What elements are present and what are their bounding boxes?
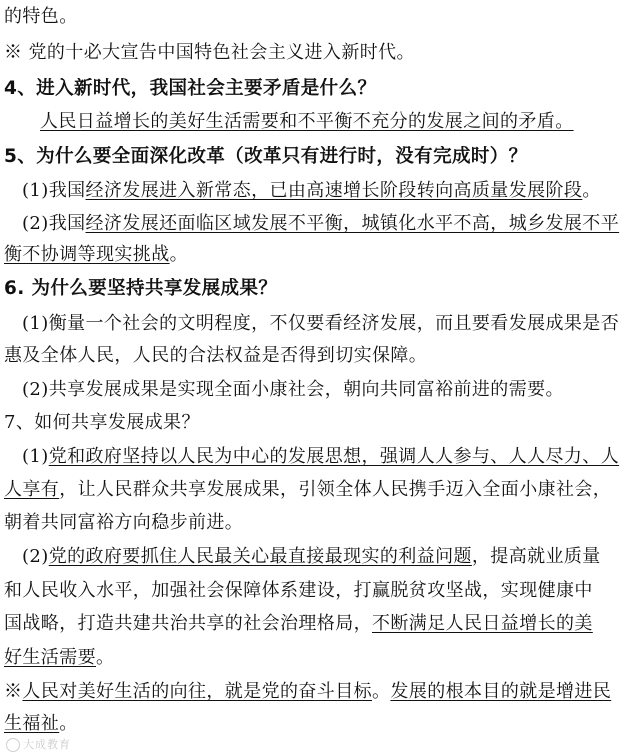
text-line	[4, 6, 637, 28]
note-line	[4, 713, 637, 735]
underlined-text: 不断满足人民日益增长的美	[372, 613, 593, 634]
underlined-text: 党的政府要抓住人民最关心最直接最现实的利益问题	[48, 546, 472, 567]
text: 朝着共同富裕方向稳步前进。	[4, 512, 244, 533]
question-4-heading	[4, 78, 637, 100]
answer-line	[4, 580, 637, 602]
text: (1)衡量一个社会的文明程度，不仅要看经济发展，而且要看发展成果是否	[22, 313, 620, 334]
underlined-text: 好生活需要	[4, 647, 96, 668]
underlined-text: 生福祉	[4, 713, 60, 734]
question-6-heading	[4, 278, 637, 300]
underlined-text: 衡不协调等现实挑战	[4, 244, 170, 265]
watermark-text: 大成教育	[23, 738, 71, 751]
text: (2)	[22, 546, 49, 567]
text: 和人民收入水平，加强社会保障体系建设，打赢脱贫攻坚战，实现健康中	[4, 580, 593, 601]
answer-line	[4, 613, 637, 635]
note-text: ※ 党的十必大宣告中国特色社会主义进入新时代。	[4, 42, 415, 63]
underlined-text: 党和政府坚持以人民为中心的发展思想，强调人人参与、人人尽力、人	[48, 446, 620, 467]
heading-text: 6. 为什么要坚持共享发展成果？	[4, 278, 278, 299]
text: 。	[372, 681, 391, 702]
text: (1)我国	[22, 180, 86, 201]
text: (2)共享发展成果是实现全面小康社会，朝向共同富裕前进的需要。	[22, 379, 564, 400]
answer-line	[22, 446, 637, 468]
question-5-heading	[4, 146, 637, 168]
text: 惠及全体人民，人民的合法权益是否得到切实保障。	[4, 345, 428, 366]
watermark-logo-icon	[6, 738, 20, 752]
text: 。	[582, 180, 601, 201]
text: 。	[169, 244, 189, 265]
question-7-heading	[4, 412, 637, 434]
underlined-text: 人享有	[4, 479, 60, 500]
text: (1)	[22, 446, 49, 467]
text: ，让人民群众共享发展成果，引领全体人民携手迈入全面小康社会，	[59, 479, 612, 500]
text-line	[4, 42, 637, 64]
note-mark: ※	[4, 681, 23, 702]
text: 。	[59, 713, 78, 734]
text: 的特色。	[4, 6, 78, 27]
text: (2)我国	[22, 213, 86, 234]
underlined-text: 发展的根本目的就是增进民	[390, 681, 612, 702]
answer-line	[22, 313, 637, 335]
text: 国战略，打造共建共治共享的社会治理格局，	[4, 613, 372, 634]
answer-line	[4, 647, 637, 669]
answer-line	[4, 244, 637, 266]
underlined-text: 经济发展进入新常态，已由高速增长阶段转向高质量发展阶段	[85, 180, 583, 201]
note-line	[4, 681, 637, 703]
heading-text: 5、为什么要全面深化改革（改革只有进行时，没有完成时）？	[4, 146, 528, 167]
text: ，提高就业质量	[471, 546, 601, 567]
answer-line	[22, 379, 637, 401]
underlined-text: 经济发展还面临区域发展不平衡，城镇化水平不高，城乡发展不平	[85, 213, 620, 234]
underlined-text: 人民对美好生活的向往，就是党的奋斗目标	[22, 681, 373, 702]
underlined-answer: 人民日益增长的美好生活需要和不平衡不充分的发展之间的矛盾。	[40, 111, 574, 132]
text: 。	[96, 647, 115, 668]
answer-line	[22, 546, 637, 568]
answer-line	[4, 345, 637, 367]
answer-line	[40, 111, 637, 133]
answer-line	[22, 213, 637, 235]
heading-text: 7、如何共享发展成果？	[4, 412, 200, 433]
watermark	[6, 736, 71, 752]
answer-line	[4, 479, 637, 501]
answer-line	[22, 180, 637, 202]
heading-text: 4、进入新时代，我国社会主要矛盾是什么？	[4, 78, 377, 99]
answer-line	[4, 512, 637, 534]
